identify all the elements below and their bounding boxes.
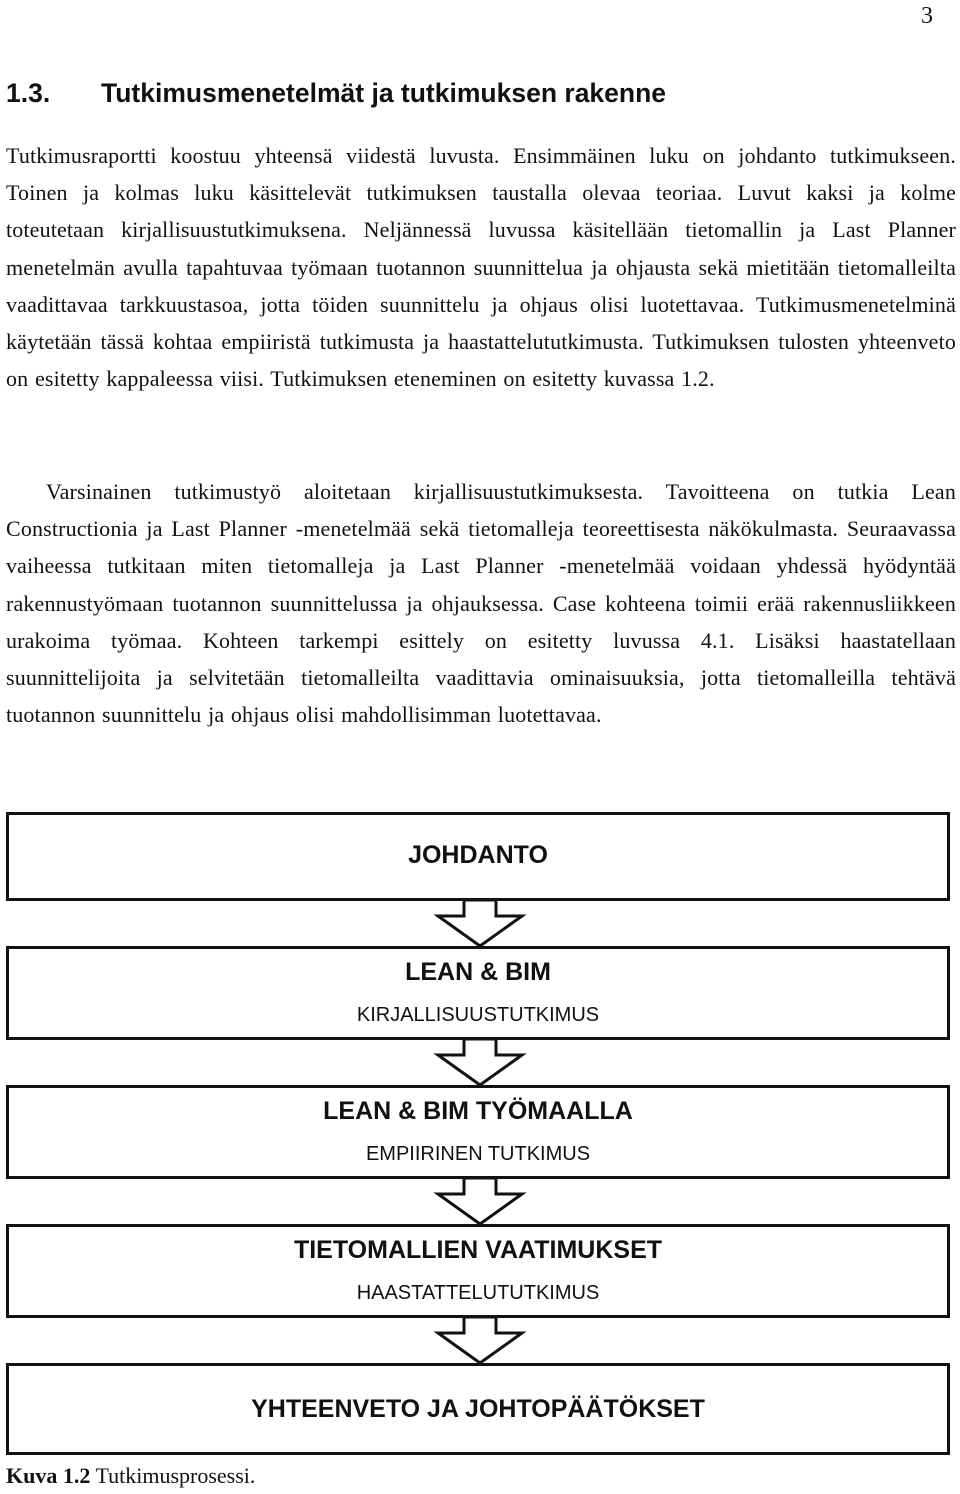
- flow-step-lean-bim: [6, 946, 950, 1040]
- flow-step-summary: [6, 1363, 950, 1455]
- paragraph-2: Varsinainen tutkimustyö aloitetaan kirjallisuustutkimuksesta. Tavoitteena on tutkia Lean Constructionia ja Last Planner -menetelmää sekä tietomalleja teoreettisesta näkökulmasta. Seuraavassa vaiheessa tutkitaan miten tietomalleja ja Last Planner -menetelmää voidaan yhdessä hyödyntää rakennustyömaan tuotannon suunnittelussa ja ohjauksessa. Case kohteena toimii erää rakennusliikkeen urakoima työmaa. Kohteen tarkempi esittely on esitetty luvussa 4.1. Lisäksi haastatellaan suunnittelijoita ja selvitetään tietomalleilta vaadittavia ominaisuuksia, jotta tietomalleilla tehtävä tuotannon suunnittelu ja ohjaus olisi mahdollisimman luotettavaa.: [6, 479, 956, 728]
- section-heading: [6, 76, 666, 110]
- down-arrow-icon: [432, 900, 528, 948]
- paragraph-1: Tutkimusraportti koostuu yhteensä viidestä luvusta. Ensimmäinen luku on johdanto tutkimukseen. Toinen ja kolmas luku käsittelevät tutkimuksen taustalla olevaa teoriaa. Luvut kaksi ja kolme toteutetaan kirjallisuustutkimuksena. Neljännessä luvussa käsitellään tietomallin ja Last Planner menetelmän avulla tapahtuvaa työmaan tuotannon suunnittelua ja ohjausta sekä mietitään tietomalleilta vaadittavaa tarkkuustasoa, jotta töiden suunnittelu ja ohjaus olisi luotettavaa. Tutkimusmenetelminä käytetään tässä kohtaa empiiristä tutkimusta ja haastattelututkimusta. Tutkimuksen tulosten yhteenveto on esitetty kappaleessa viisi. Tutkimuksen eteneminen on esitetty kuvassa 1.2.: [6, 143, 956, 392]
- flow-step-introduction: [6, 812, 950, 901]
- flow-step-title: LEAN & BIM: [405, 958, 551, 986]
- flow-step-lean-bim-site: [6, 1085, 950, 1179]
- down-arrow-icon: [432, 1317, 528, 1365]
- down-arrow-icon: [432, 1178, 528, 1226]
- section-title: Tutkimusmenetelmät ja tutkimuksen rakenne: [101, 78, 667, 108]
- figure-caption-text: Tutkimusprosessi.: [95, 1463, 256, 1488]
- flow-step-title: JOHDANTO: [408, 841, 548, 869]
- page-number: 3: [921, 3, 933, 29]
- section-number: 1.3.: [6, 78, 51, 108]
- flow-step-title: TIETOMALLIEN VAATIMUKSET: [293, 1236, 663, 1264]
- flow-step-subtitle: KIRJALLISUUSTUTKIMUS: [356, 1004, 600, 1026]
- flow-step-title: LEAN & BIM TYÖMAALLA: [323, 1097, 633, 1125]
- flow-step-model-requirements: [6, 1224, 950, 1318]
- figure-caption: [6, 1462, 255, 1490]
- flow-step-title: YHTEENVETO JA JOHTOPÄÄTÖKSET: [251, 1395, 705, 1423]
- figure-caption-label: Kuva 1.2: [6, 1463, 91, 1488]
- flow-step-subtitle: EMPIIRINEN TUTKIMUS: [365, 1143, 591, 1165]
- flow-step-subtitle: HAASTATTELUTUTKIMUS: [356, 1282, 600, 1304]
- down-arrow-icon: [432, 1039, 528, 1087]
